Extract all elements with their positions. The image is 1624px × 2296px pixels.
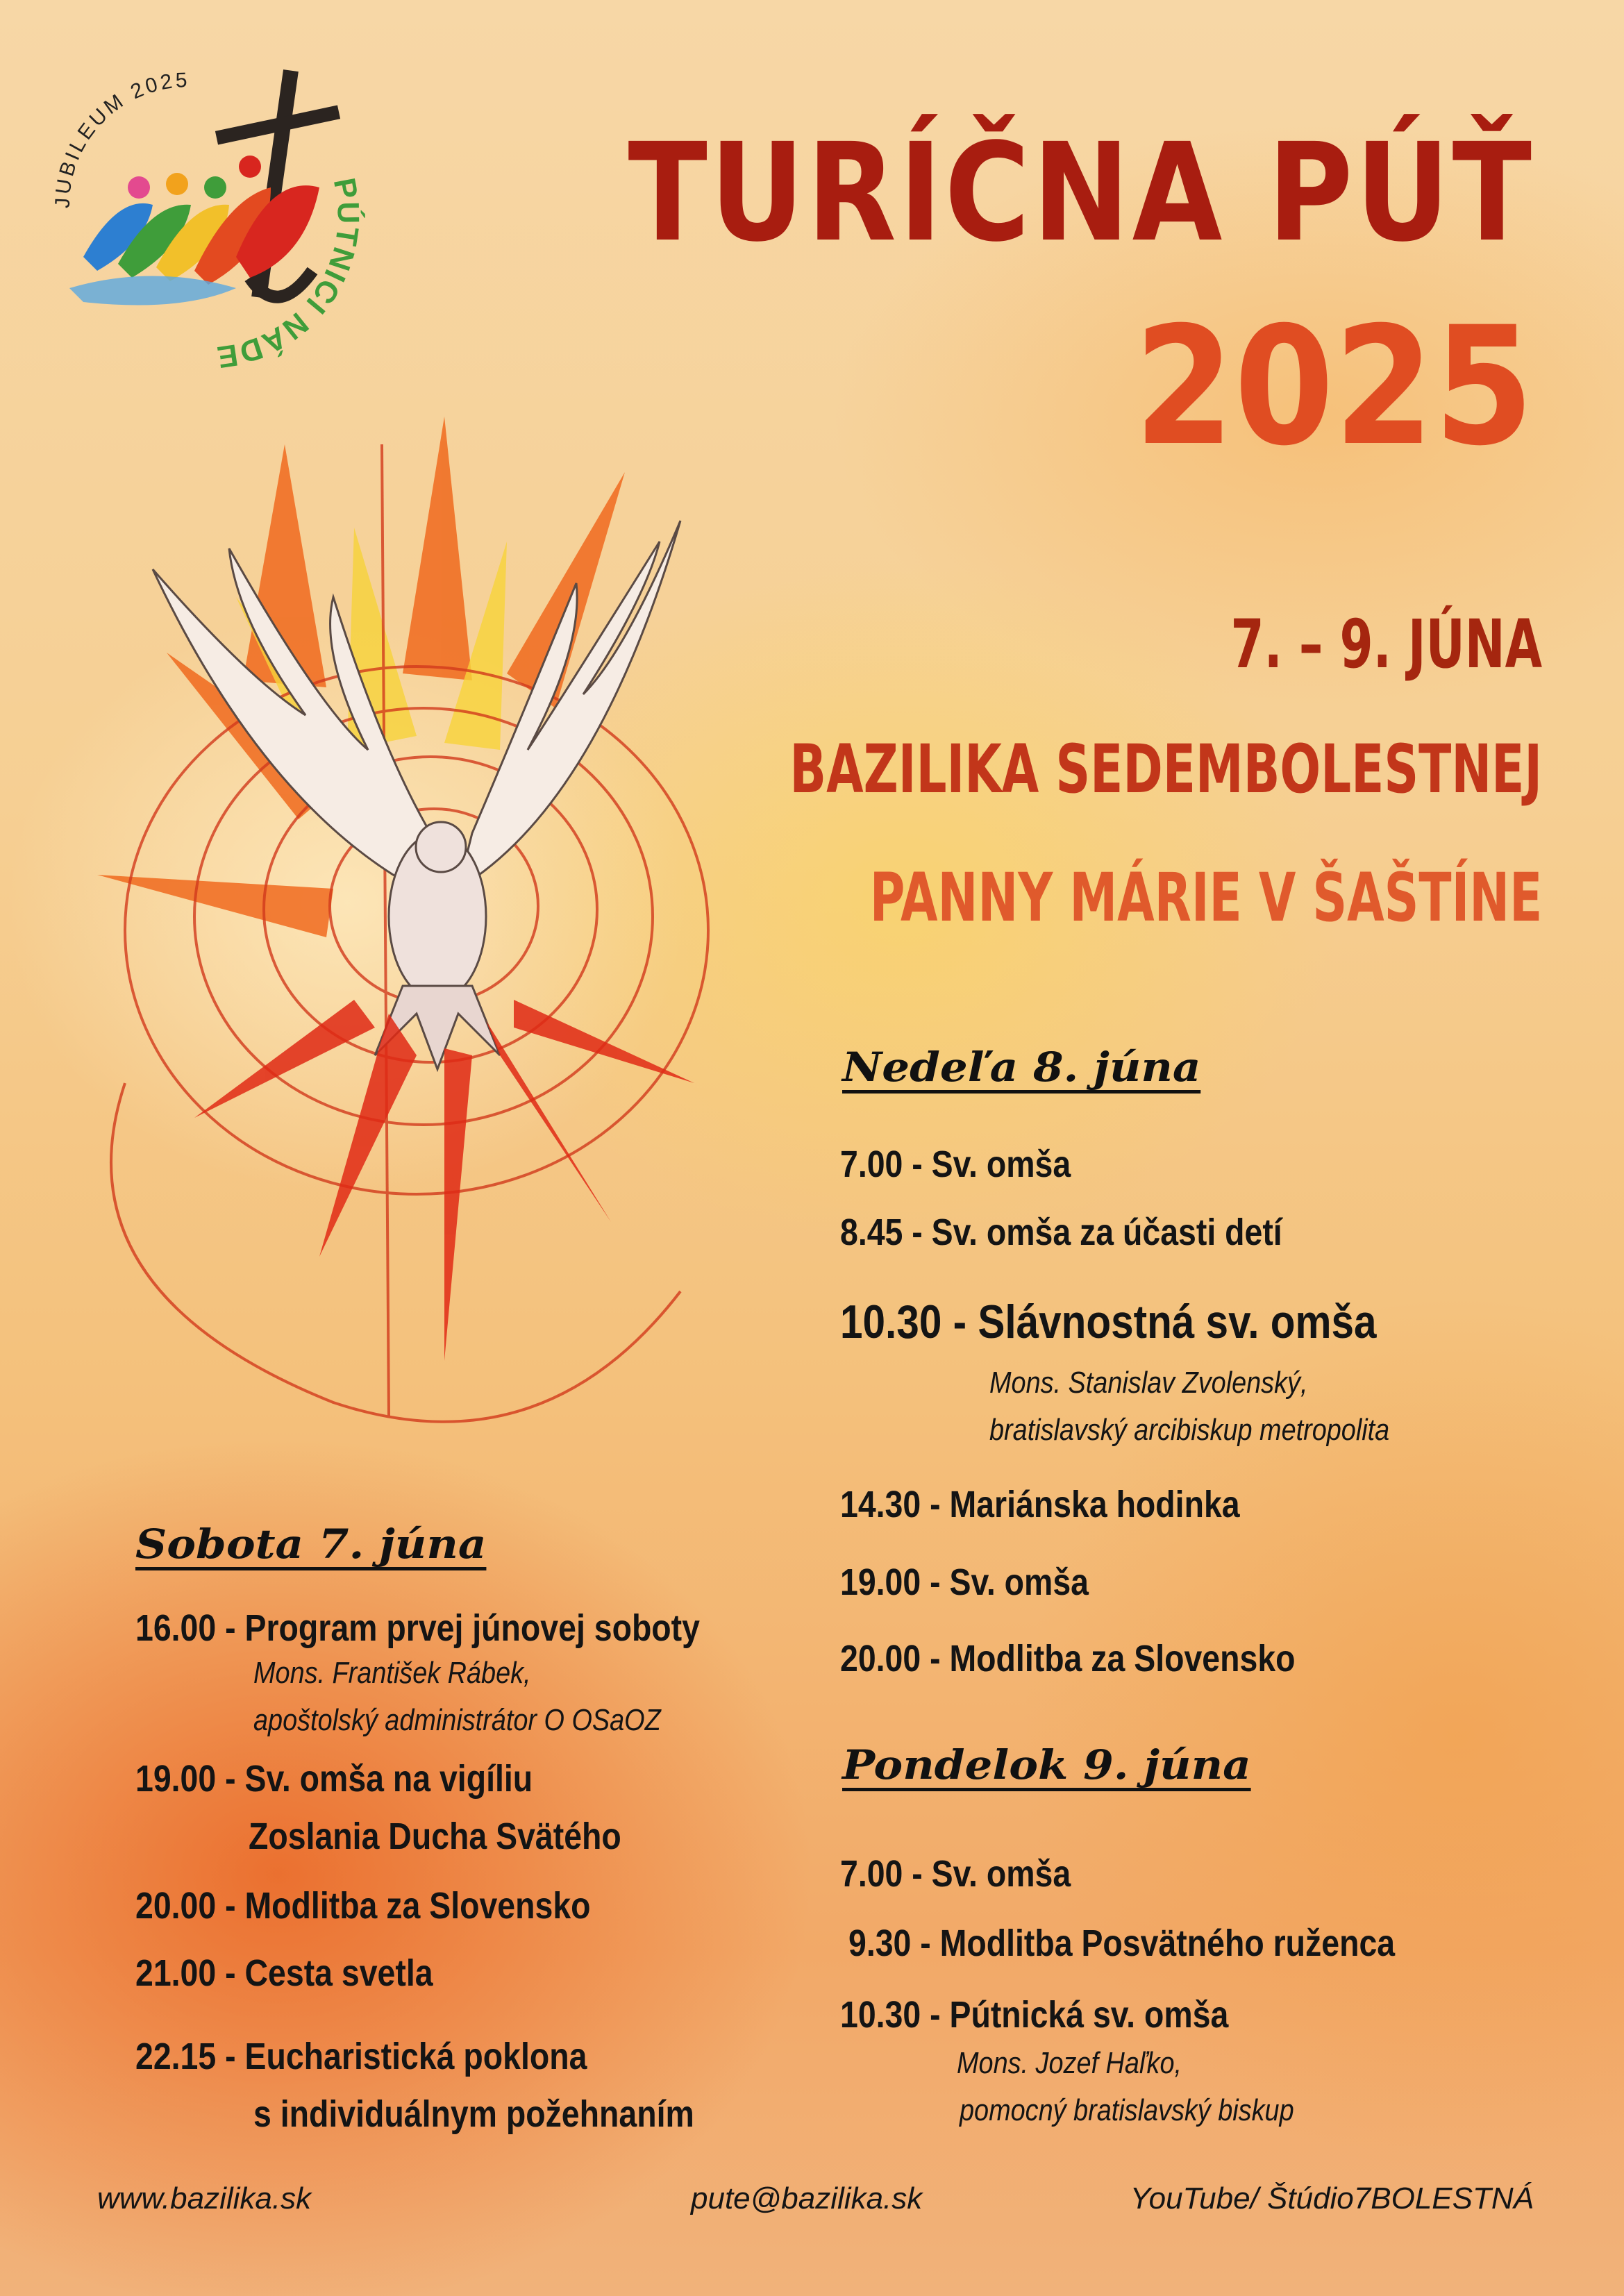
- sunday-item-4: 14.30 - Mariánska hodinka: [840, 1484, 1240, 1525]
- footer-email-link[interactable]: pute@bazilika.sk: [691, 2181, 923, 2215]
- monday-item-3: 10.30 - Pútnická sv. omša: [840, 1994, 1229, 2036]
- saturday-item-3: 20.00 - Modlitba za Slovensko: [135, 1885, 591, 1927]
- saturday-item-2-line-2: Zoslania Ducha Svätého: [249, 1816, 621, 1857]
- dove-icon: [56, 389, 833, 1472]
- item-label: Sv. omša: [931, 1143, 1071, 1185]
- saturday-item-4: 21.00 - Cesta svetla: [135, 1952, 433, 1994]
- sunday-item-3-note-1: Mons. Stanislav Zvolenský,: [989, 1366, 1308, 1400]
- item-label: Modlitba za Slovensko: [949, 1638, 1296, 1679]
- monday-item-3-note-2: pomocný bratislavský biskup: [960, 2093, 1294, 2127]
- saturday-item-5: 22.15 - Eucharistická poklona: [135, 2036, 587, 2077]
- monday-item-2: 9.30 - Modlitba Posvätného ruženca: [848, 1922, 1396, 1964]
- page-year: 2025: [1134, 292, 1534, 482]
- item-time: 7.00: [840, 1853, 903, 1895]
- item-label: Eucharistická poklona: [244, 2036, 587, 2077]
- item-time: 22.15: [135, 2036, 217, 2077]
- item-time: 19.00: [135, 1758, 217, 1800]
- monday-item-1: 7.00 - Sv. omša: [840, 1853, 1071, 1895]
- sunday-item-5: 19.00 - Sv. omša: [840, 1561, 1089, 1603]
- item-time: 21.00: [135, 1952, 217, 1994]
- item-time: 8.45: [840, 1212, 903, 1253]
- item-time: 20.00: [840, 1638, 921, 1679]
- item-time: 10.30: [840, 1296, 942, 1348]
- item-time: 10.30: [840, 1994, 921, 2036]
- holy-spirit-dove-illustration: [56, 389, 833, 1472]
- sunday-item-2: 8.45 - Sv. omša za účasti detí: [840, 1212, 1282, 1253]
- item-label: Modlitba za Slovensko: [244, 1885, 591, 1927]
- footer-website-link[interactable]: www.bazilika.sk: [97, 2181, 312, 2215]
- pilgrims-of-hope-emblem-icon: [42, 49, 403, 410]
- item-label: Sv. omša za účasti detí: [931, 1212, 1282, 1253]
- monday-item-3-note-1: Mons. Jozef Haľko,: [957, 2046, 1182, 2080]
- saturday-item-2: 19.00 - Sv. omša na vigíliu: [135, 1758, 533, 1800]
- item-label: Pútnická sv. omša: [949, 1994, 1229, 2036]
- venue-line-1: BAZILIKA SEDEMBOLESTNEJ: [789, 730, 1542, 808]
- saturday-item-1-note-2: apoštolský administrátor O OSaOZ: [253, 1703, 661, 1737]
- venue-line-2: PANNY MÁRIE V ŠAŠTÍNE: [869, 859, 1542, 937]
- sunday-item-3: 10.30 - Slávnostná sv. omša: [840, 1296, 1377, 1348]
- logo-green-text: PÚTNICI NÁDE: [213, 175, 366, 375]
- sunday-item-3-note-2: bratislavský arcibiskup metropolita: [989, 1413, 1390, 1447]
- item-label: Program prvej júnovej soboty: [244, 1607, 700, 1649]
- saturday-heading: Sobota 7. júna: [135, 1524, 486, 1570]
- item-label: Mariánska hodinka: [949, 1484, 1240, 1525]
- item-time: 7.00: [840, 1143, 903, 1185]
- logo-arc-text: JUBILEUM 2025: [51, 68, 191, 209]
- item-label: Sv. omša na vigíliu: [244, 1758, 533, 1800]
- item-time: 14.30: [840, 1484, 921, 1525]
- saturday-item-5-line-2: s individuálnym požehnaním: [253, 2093, 694, 2135]
- item-label: Modlitba Posvätného ruženca: [939, 1922, 1396, 1964]
- page-title: TURÍČNA PÚŤ: [627, 114, 1534, 271]
- item-time: 16.00: [135, 1607, 217, 1649]
- item-time: 9.30: [848, 1922, 912, 1964]
- monday-heading: Pondelok 9. júna: [842, 1745, 1251, 1791]
- saturday-item-1-note-1: Mons. František Rábek,: [253, 1656, 531, 1690]
- saturday-item-1: 16.00 - Program prvej júnovej soboty: [135, 1607, 700, 1649]
- sunday-item-1: 7.00 - Sv. omša: [840, 1143, 1071, 1185]
- item-time: 20.00: [135, 1885, 217, 1927]
- sunday-item-6: 20.00 - Modlitba za Slovensko: [840, 1638, 1296, 1679]
- event-dates: 7. – 9. JÚNA: [1230, 605, 1542, 683]
- item-label: Cesta svetla: [244, 1952, 433, 1994]
- item-label: Slávnostná sv. omša: [978, 1296, 1377, 1348]
- item-label: Sv. omša: [931, 1853, 1071, 1895]
- sunday-heading: Nedeľa 8. júna: [842, 1047, 1201, 1093]
- footer-youtube-link[interactable]: YouTube/ Štúdio7BOLESTNÁ: [1130, 2181, 1534, 2215]
- jubilee-logo: [42, 49, 403, 410]
- item-label: Sv. omša: [949, 1561, 1089, 1603]
- item-time: 19.00: [840, 1561, 921, 1603]
